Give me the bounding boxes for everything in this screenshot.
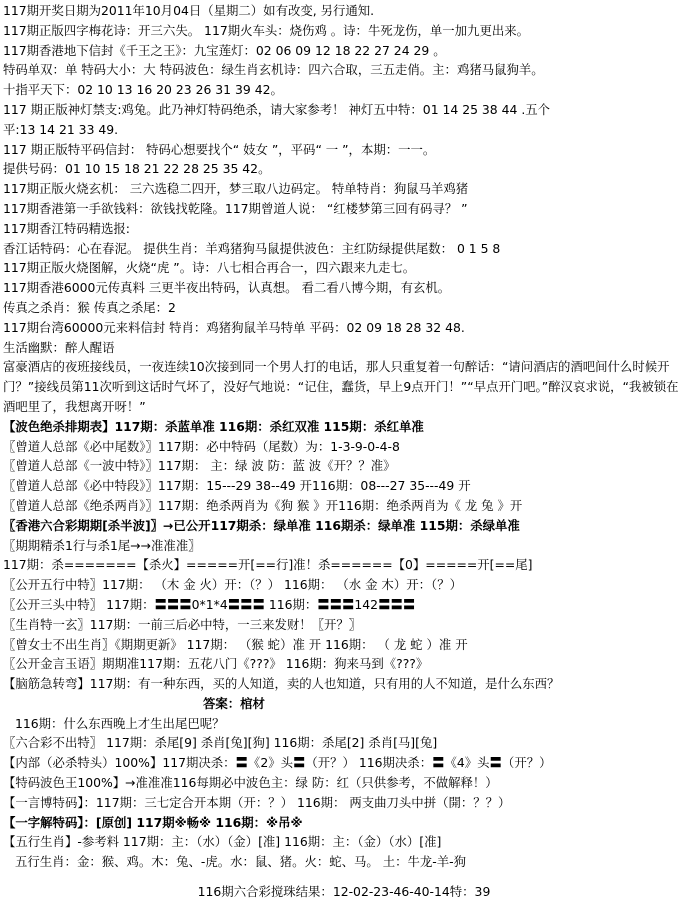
text-line: 117期正版四字梅花诗：开三六失。 117期火车头：烧伤鸡 。诗：牛死龙伤，单一加九更出来。 (3, 22, 530, 38)
forecast-section-2 (3, 714, 685, 872)
intro-section (3, 1, 685, 357)
text-line: 117期开奖日期为2011年10月04日（星期二）如有改变, 另行通知. (3, 3, 375, 18)
forecast-section (3, 417, 685, 694)
text-line: 117期正版火烧玄机： 三六选稳二四开，梦三取八边码定。 特单特肖：狗鼠马羊鸡猪 (3, 181, 469, 197)
draw-result: 116期六合彩搅珠结果：12-02-23-46-40-14特：39 (197, 884, 491, 900)
text-line: 117期香江特码精选报: (3, 220, 130, 236)
text-line: 117期台湾60000元来料信封 特肖：鸡猪狗鼠羊马特单 平码：02 09 18 28 32 48. (3, 319, 465, 335)
text-line: 【五行生肖】-参考料 117期：主：（水）（金）[准] 116期：主：（金）（水）[准] (3, 834, 442, 850)
text-line: 【波色绝杀排期表】117期：杀蓝单准 116期：杀红双准 115期：杀红单准 (3, 418, 424, 434)
text-line: 117期香港第一手欲钱料：欲钱找乾隆。117期曾道人说： “红楼梦第三回有码寻？ ” (3, 200, 468, 216)
text-line: 【脑筋急转弯】117期：有一种东西，买的人知道，卖的人也知道，只有用的人不知道，是什么东西？ (3, 676, 560, 692)
text-line: 〖生肖特一玄〗117期：一前三后必中特，一三来发财！〖开？〗 (3, 616, 362, 632)
text-line: 〖曾道人总部《必中尾数》〗117期：必中特码（尾数）为：1-3-9-0-4-8 (3, 438, 400, 454)
text-line: 〖曾道人总部《绝杀两肖》〗117期：绝杀两肖为《狗 猴 》开116期：绝杀两肖为《 龙 兔 》开 (3, 497, 523, 513)
text-line: 【特码波色王100%】→准准准116每期必中波色主：绿 防：红（只供参考，不做解释！） (3, 775, 498, 791)
text-line: 〖六合彩不出特〗 117期：杀尾[9] 杀肖[兔][狗] 116期：杀尾[2] 杀肖[马][兔] (3, 735, 438, 751)
text-line: 117期正版火烧图解，火烧“虎 ”。诗：八七相合再合一，四六跟来九走七。 (3, 260, 416, 276)
text-line: 〖期期精杀1行与杀1尾→→准准准〗 (3, 537, 201, 553)
text-line: 生活幽默：醉人醒语 (3, 339, 115, 355)
riddle-answer: 答案：棺材 (203, 695, 265, 711)
text-line: 117期香港地下信封《千王之王》：九宝莲灯：02 06 09 12 18 22 27 24 29 。 (3, 42, 446, 58)
text-line: 香江话特码：心在春泥。 提供生肖：羊鸡猪狗马鼠提供波色：主红防绿提供尾数： 0 1 5 8 (3, 240, 501, 256)
text-line: 117 期正版神灯禁支:鸡兔。此乃神灯特码绝杀，请大家参考！ 神灯五中特：01 14 25 38 44 .五个 (3, 101, 551, 117)
text-line: 五行生肖：金：猴、鸡。木：兔、-虎。水：鼠、猪。火：蛇、马。 土：牛龙-羊-狗 (15, 854, 467, 870)
text-line: 〖曾道人总部《必中特段》〗117期：15---29 38--49 开116期：08---27 35---49 开 (3, 478, 471, 494)
text-line: 提供号码：01 10 15 18 21 22 28 25 35 42。 (3, 161, 271, 177)
text-line: 116期：什么东西晚上才生出尾巴呢？ (15, 715, 225, 731)
text-line: 117期：杀=======【杀火】=====开[==行]准！杀======【0】=====开[==尾] (3, 557, 533, 573)
text-line: 【内部（必杀特头）100%】117期决杀：〓《2》头〓（开？） 116期决杀：〓《4》头〓（开？） (3, 755, 552, 771)
text-line: 117期香港6000元传真料 三更半夜出特码，认真想。 看二看八博今期，有玄机。 (3, 280, 451, 296)
text-line: 117 期正版特平码信封： 特码心想要找个“ 妓女 ”，平码“ 一 ”，本期：一一。 (3, 141, 436, 157)
text-line: 【一字解特码】：[原创] 117期※畅※ 116期：※吊※ (3, 814, 303, 830)
text-line: 【一言博特码】：117期：三七定合开本期（开：？） 116期： 两支曲刀头中拼（開：？？） (3, 794, 511, 810)
text-line: 十指平天下：02 10 13 16 20 23 26 31 39 42。 (3, 82, 283, 98)
text-line: 〖公开五行中特〗117期： （木 金 火）开：（？） 116期： （水 金 木）开：（？） (3, 577, 462, 593)
text-line: 特码单双：单 特码大小：大 特码波色：绿生肖玄机诗：四六合取，三五走俏。主：鸡猪马鼠狗羊。 (3, 62, 544, 78)
text-line: 〖公开金言玉语〗期期准117期：五花八门《???》 116期：狗来马到《???》 (3, 656, 429, 672)
text-line: 〖香港六合彩期期[杀半波]〗→已公开117期杀：绿单准 116期杀：绿单准 115期：杀绿单准 (3, 517, 520, 533)
text-line: 〖公开三头中特〗 117期：〓〓〓0*1*4〓〓〓 116期：〓〓〓142〓〓〓 (3, 596, 416, 612)
text-line: 〖曾道人总部《一波中特》〗117期： 主：绿 波 防：蓝 波《开？？准》 (3, 458, 396, 474)
text-line: 传真之杀肖：猴 传真之杀尾：2 (3, 299, 176, 315)
joke-story: 富豪酒店的夜班接线员，一夜连续10次接到同一个男人打的电话，那人只重复着一句醉话：“请问酒店的酒吧间什么时候开门？”接线员第11次听到这话时气坏了，没好气地说：“记住，蠢货，早上9点开门！”“早点开门吧。”醉汉哀求说，“我被锁在酒吧里了，我想离开呀！” (3, 359, 679, 414)
text-line: 〖曾女士不出生肖〗《期期更新》 117期： （猴 蛇）准 开 116期： （ 龙 蛇 ）准 开 (3, 636, 468, 652)
text-line: 平:13 14 21 33 49. (3, 121, 119, 137)
